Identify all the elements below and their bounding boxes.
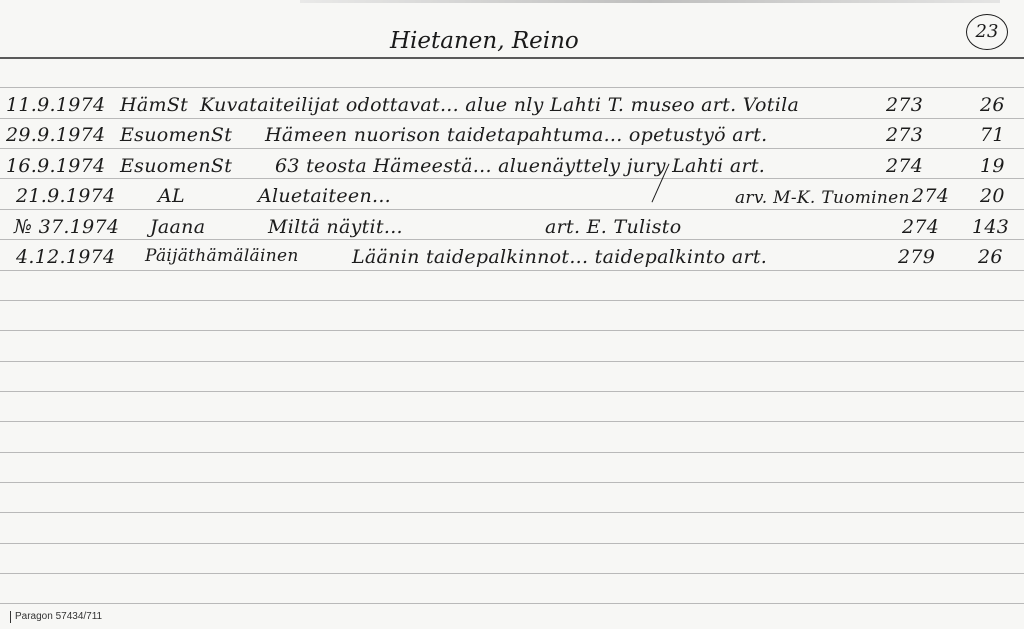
entry-text: Läänin taidepalkinnot... taidepalkinto art. xyxy=(352,246,768,268)
entry-page: 26 xyxy=(980,94,1005,116)
entry-date: 4.12.1974 xyxy=(16,246,116,268)
ruled-line xyxy=(0,148,1024,149)
entry-paper: Päijäthämäläinen xyxy=(145,246,299,266)
entry-paper: AL xyxy=(158,185,185,207)
entry-page: 143 xyxy=(972,216,1010,238)
entry-paper: Jaana xyxy=(150,216,206,238)
card-print-code: Paragon 57434/711 xyxy=(10,611,102,623)
ruled-line xyxy=(0,87,1024,88)
ruled-line xyxy=(0,512,1024,513)
ruled-line xyxy=(0,239,1024,240)
entry-date: № 37.1974 xyxy=(14,216,120,238)
ruled-line xyxy=(0,543,1024,544)
entry-author: arv. M-K. Tuominen xyxy=(735,188,910,208)
entry-date: 29.9.1974 xyxy=(6,124,106,146)
entry-author: art. E. Tulisto xyxy=(545,216,682,238)
entry-page: 71 xyxy=(980,124,1005,146)
ruled-line xyxy=(0,573,1024,574)
card-top-edge xyxy=(300,0,1000,3)
ruled-line xyxy=(0,178,1024,179)
ruled-line xyxy=(0,421,1024,422)
entry-text: Miltä näytit... xyxy=(268,216,403,238)
ruled-line xyxy=(0,452,1024,453)
ruled-line xyxy=(0,300,1024,301)
ruled-line xyxy=(0,118,1024,119)
entry-date: 16.9.1974 xyxy=(6,155,106,177)
entry-date: 21.9.1974 xyxy=(16,185,116,207)
ruled-line xyxy=(0,482,1024,483)
ruled-line xyxy=(0,361,1024,362)
entry-paper: EsuomenSt xyxy=(120,124,233,146)
entry-record: 279 xyxy=(898,246,936,268)
entry-text: Hämeen nuorison taidetapahtuma... opetustyö art. xyxy=(265,124,768,146)
header-rule xyxy=(0,57,1024,59)
entry-record: 274 xyxy=(912,185,950,207)
entry-record: 274 xyxy=(902,216,940,238)
entry-text: Aluetaiteen... xyxy=(258,185,391,207)
entry-page: 19 xyxy=(980,155,1005,177)
ruled-line xyxy=(0,603,1024,604)
entry-record: 273 xyxy=(886,94,924,116)
entry-text: 63 teosta Hämeestä... aluenäyttely jury Lahti art. xyxy=(275,155,766,177)
ruled-line xyxy=(0,270,1024,271)
entry-page: 20 xyxy=(980,185,1005,207)
entry-paper: HämSt xyxy=(120,94,189,116)
entry-record: 274 xyxy=(886,155,924,177)
ruled-line xyxy=(0,391,1024,392)
card-title: Hietanen, Reino xyxy=(390,28,579,54)
entry-page: 26 xyxy=(978,246,1003,268)
entry-date: 11.9.1974 xyxy=(6,94,106,116)
ruled-line xyxy=(0,330,1024,331)
card-number-badge: 23 xyxy=(966,14,1008,50)
entry-text: Kuvataiteilijat odottavat... alue nly Lahti T. museo art. Votila xyxy=(200,94,800,116)
ruled-line xyxy=(0,209,1024,210)
entry-record: 273 xyxy=(886,124,924,146)
entry-paper: EsuomenSt xyxy=(120,155,233,177)
